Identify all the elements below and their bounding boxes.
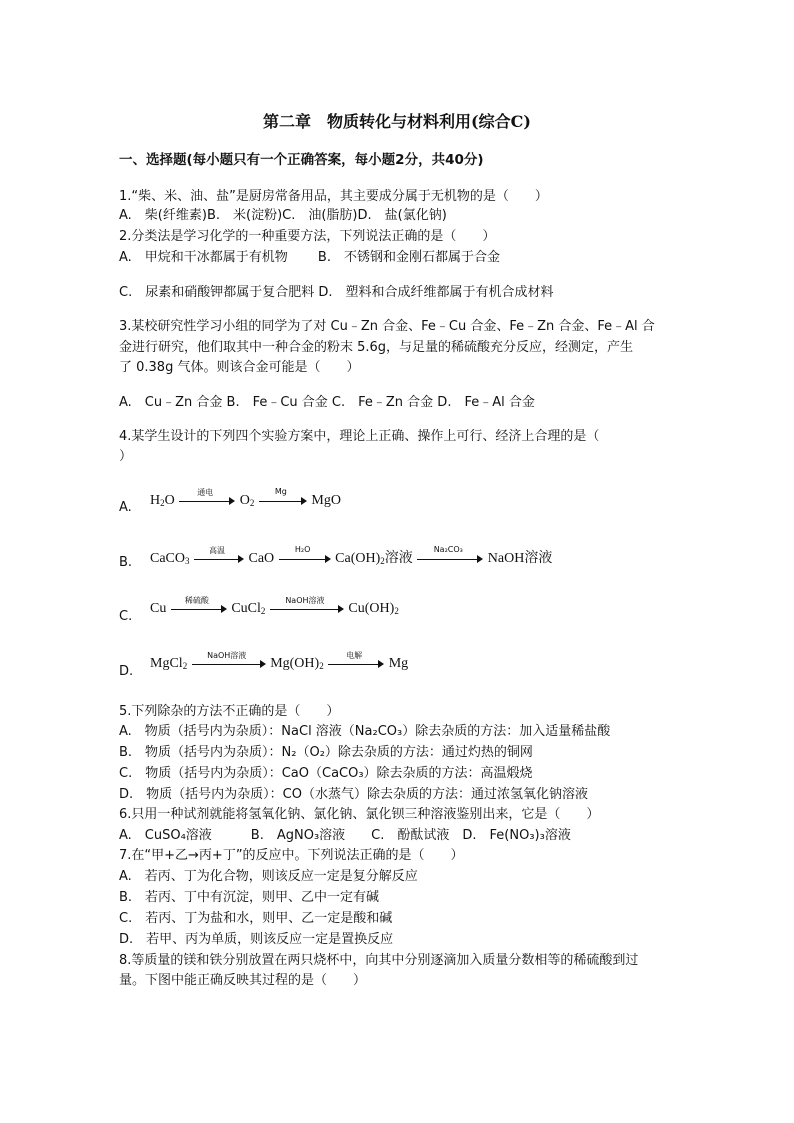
formula: Mg [388,656,409,671]
subscript: 2 [380,556,385,566]
formula: 溶液 [384,551,413,566]
question-5-option-a: A. 物质（括号内为杂质）：NaCl 溶液（Na₂CO₃）除去杂质的方法：加入适量稀盐酸 [119,724,611,739]
reaction-arrow [259,486,307,508]
formula: MgCl [150,656,183,671]
subscript: 2 [260,606,266,616]
formula: O [164,493,175,508]
subscript: 2 [182,661,188,671]
subscript: 3 [185,556,190,566]
question-5-option-c: C. 物质（括号内为杂质）：CaO（CaCO₃）除去杂质的方法：高温煅烧 [119,766,533,781]
reaction-arrow [192,650,266,671]
question-5-option-b: B. 物质（括号内为杂质）：N₂（O₂）除去杂质的方法：通过灼热的铜网 [119,745,533,760]
reaction-condition: 电解 [346,650,363,660]
formula: Cu(OH) [348,601,395,616]
page-title: 第二章 物质转化与材料利用(综合C) [263,112,531,131]
reaction-arrow [417,544,483,566]
formula: CuCl [231,601,261,616]
reaction-arrow [328,650,384,671]
reaction-chain-c [150,595,399,617]
reaction-chain-a [150,486,341,509]
question-8-line-2: 量。下图中能正确反映其过程的是（ ） [119,973,367,988]
question-1-options: A. 柴(纤维素)B. 米(淀粉)C. 油(脂肪)D. 盐(氯化钠) [119,208,447,223]
formula: Ca(OH) [335,551,381,566]
question-7-option-d: D. 若甲、丙为单质，则该反应一定是置换反应 [119,932,394,947]
reaction-condition: Na₂CO₃ [433,544,463,554]
question-7-option-a: A. 若丙、丁为化合物，则该反应一定是复分解反应 [119,869,418,884]
reaction-condition: 稀硫酸 [184,595,209,605]
question-6-stem: 6.只用一种试剂就能将氢氧化钠、氯化钠、氯化钡三种溶液鉴别出来，它是（ ） [119,807,600,822]
reaction-condition: NaOH溶液 [207,650,247,660]
reaction-condition: 高温 [209,545,225,555]
option-c-label: C. [119,609,133,624]
reaction-condition: 通电 [197,487,214,497]
formula: CaO [248,551,275,566]
question-2-stem: 2.分类法是学习化学的一种重要方法，下列说法正确的是（ ） [119,229,496,244]
question-7-stem: 7.在“甲+乙→丙+丁”的反应中。下列说法正确的是（ ） [119,848,464,863]
reaction-arrow [194,545,244,566]
question-3-line-2: 金进行研究，他们取其中一种合金的粉末 5.6g，与足量的稀硫酸充分反应，经测定，产生 [119,340,634,355]
formula: O [239,493,250,508]
reaction-arrow [279,544,331,566]
formula: NaOH溶液 [487,551,553,566]
formula: Cu [150,601,167,616]
question-4-line-2: ） [119,449,133,464]
question-4-line-1: 4.某学生设计的下列四个实验方案中，理论上正确、操作上可行、经济上合理的是（ [119,429,600,444]
question-8-line-1: 8.等质量的镁和铁分别放置在两只烧杯中，向其中分别逐滴加入质量分数相等的稀硫酸到过 [119,953,639,968]
reaction-chain-d [150,650,409,672]
option-b-label: B. [119,555,133,570]
question-7-option-c: C. 若丙、丁为盐和水，则甲、乙一定是酸和碱 [119,911,393,926]
question-1-stem: 1.“柴、米、油、盐”是厨房常备用品，其主要成分属于无机物的是（ ） [119,189,548,204]
formula: MgO [311,493,341,508]
subscript: 2 [160,498,165,508]
question-3-line-1: 3.某校研究性学习小组的同学为了对 Cu﹣Zn 合金、Fe﹣Cu 合金、Fe﹣Zn 合金、Fe﹣Al 合 [119,319,655,334]
question-3-options: A. Cu﹣Zn 合金 B. Fe﹣Cu 合金 C. Fe﹣Zn 合金 D. Fe﹣Al 合金 [119,395,535,410]
section-heading: 一、选择题(每小题只有一个正确答案，每小题2分，共40分) [119,152,484,168]
reaction-arrow [270,595,344,616]
reaction-condition: NaOH溶液 [285,595,325,605]
question-6-options: A. CuSO₄溶液 B. AgNO₃溶液 C. 酚酞试液 D. Fe(NO₃)₃溶液 [119,828,571,843]
reaction-condition: H₂O [294,544,311,554]
formula: Mg(OH) [270,656,320,671]
option-a-label: A. [119,500,132,515]
question-7-option-b: B. 若丙、丁中有沉淀，则甲、乙中一定有碱 [119,890,380,905]
formula: H [150,493,161,508]
question-5-stem: 5.下列除杂的方法不正确的是（ ） [119,704,340,719]
reaction-chain-b [150,544,553,567]
formula: CaCO [150,551,185,566]
question-2-options-cd: C. 尿素和硝酸钾都属于复合肥料 D. 塑料和合成纤维都属于有机合成材料 [119,285,554,300]
question-5-option-d: D. 物质（括号内为杂质）：CO（水蒸气）除去杂质的方法：通过浓氢氧化钠溶液 [119,787,588,802]
reaction-condition: Mg [274,486,287,496]
reaction-arrow [179,487,235,508]
question-3-line-3: 了 0.38g 气体。则该合金可能是（ ） [119,360,360,375]
subscript: 2 [319,661,324,671]
option-d-label: D. [119,664,134,679]
subscript: 2 [394,606,399,616]
subscript: 2 [249,498,255,508]
question-2-options-ab: A. 甲烷和干冰都属于有机物 B. 不锈钢和金刚石都属于合金 [119,250,500,265]
reaction-arrow [171,595,227,616]
